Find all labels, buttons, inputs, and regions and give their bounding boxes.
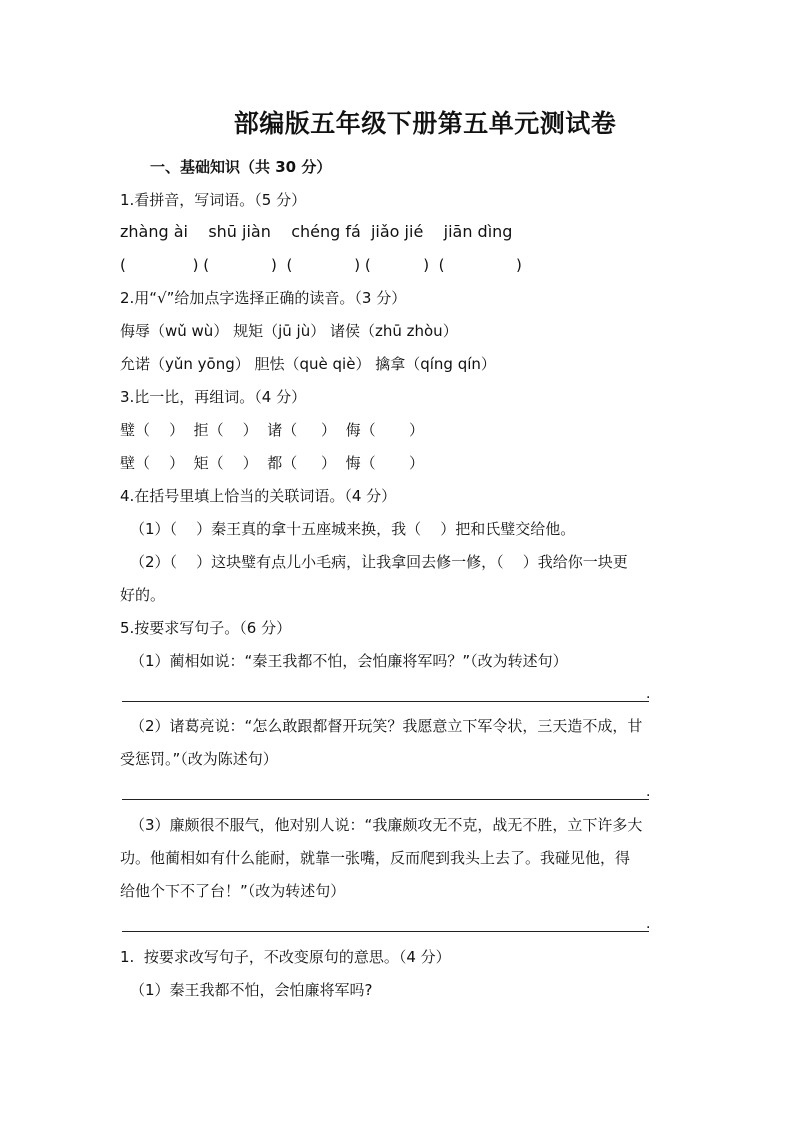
question-2-line-2: 允诺（yǔn yōng） 胆怯（què qiè） 擒拿（qíng qín） bbox=[120, 355, 496, 373]
question-5-item-3-cont-1: 功。他蔺相如有什么能耐，就靠一张嘴，反而爬到我头上去了。我碰见他，得 bbox=[120, 849, 631, 867]
question-2-prompt: 2.用“√”给加点字选择正确的读音。（3 分） bbox=[120, 289, 407, 307]
question-4-prompt: 4.在括号里填上恰当的关联词语。（4 分） bbox=[120, 487, 397, 505]
section-heading: 一、基础知识（共 30 分） bbox=[150, 158, 332, 176]
question-5-item-1: （1）蔺相如说：“秦王我都不怕，会怕廉将军吗？”（改为转述句） bbox=[130, 652, 568, 670]
question-5-prompt: 5.按要求写句子。（6 分） bbox=[120, 619, 292, 637]
question-5-item-3: （3）廉颇很不服气，他对别人说：“我廉颇攻无不克，战无不胜，立下许多大 bbox=[130, 816, 643, 834]
question-3-line-2: 壁（ ） 矩（ ） 都（ ） 悔（ ） bbox=[120, 454, 424, 472]
answer-line-2[interactable] bbox=[122, 799, 649, 800]
answer-line-1-dot: . bbox=[646, 686, 651, 702]
answer-line-3-dot: . bbox=[646, 916, 651, 932]
question-4-item-2: （2）（ ）这块璧有点儿小毛病，让我拿回去修一修，（ ）我给你一块更 bbox=[130, 553, 628, 571]
question-1-prompt: 1.看拼音，写词语。（5 分） bbox=[120, 191, 307, 209]
question-4-item-2-cont: 好的。 bbox=[120, 586, 166, 604]
answer-line-2-dot: . bbox=[646, 784, 651, 800]
question-5-item-3-cont-2: 给他个下不了台！”（改为转述句） bbox=[120, 882, 346, 900]
page-title: 部编版五年级下册第五单元测试卷 bbox=[233, 109, 617, 138]
question-4-item-1: （1）（ ）秦王真的拿十五座城来换，我（ ）把和氏璧交给他。 bbox=[130, 520, 576, 538]
question-3-line-1: 璧（ ） 拒（ ） 诸（ ） 侮（ ） bbox=[120, 421, 424, 439]
answer-line-1[interactable] bbox=[122, 701, 649, 702]
answer-line-3[interactable] bbox=[122, 931, 649, 932]
question-5-item-2-cont: 受惩罚。”（改为陈述句） bbox=[120, 750, 278, 768]
question-1-blanks: ( ) ( ) ( ) ( ) ( ) bbox=[120, 256, 522, 274]
question-5-item-2: （2）诸葛亮说：“怎么敢跟都督开玩笑？我愿意立下军令状，三天造不成，甘 bbox=[130, 717, 643, 735]
question-6-prompt: 1. 按要求改写句子，不改变原句的意思。（4 分） bbox=[120, 948, 451, 966]
question-2-line-1: 侮辱（wǔ wù） 规矩（jū jù） 诸侯（zhū zhòu） bbox=[120, 322, 458, 340]
question-1-pinyin: zhàng ài shū jiàn chéng fá jiǎo jié jiān dìng bbox=[120, 222, 513, 241]
question-6-item-1: （1）秦王我都不怕，会怕廉将军吗? bbox=[130, 981, 373, 999]
question-3-prompt: 3.比一比，再组词。（4 分） bbox=[120, 388, 307, 406]
